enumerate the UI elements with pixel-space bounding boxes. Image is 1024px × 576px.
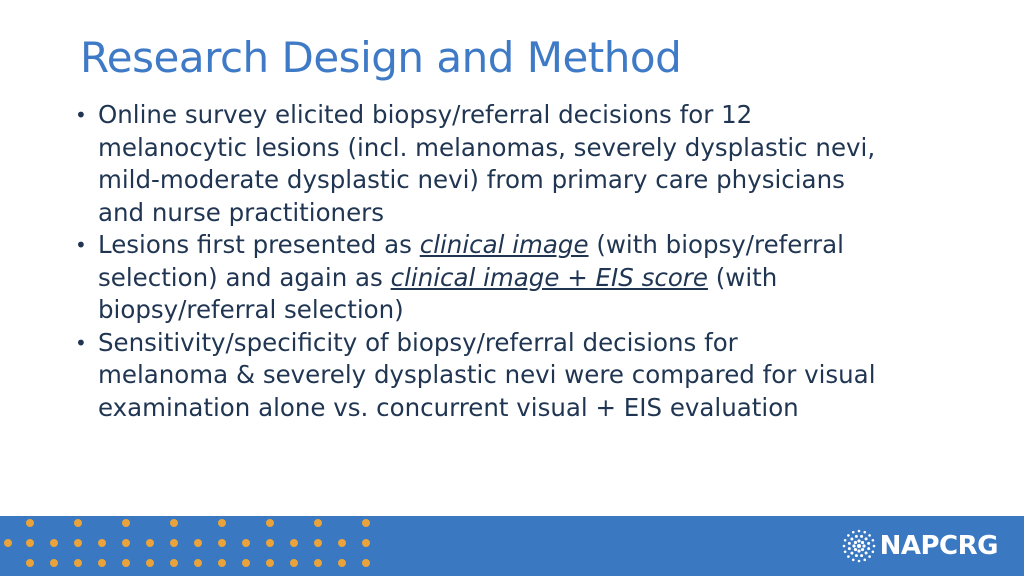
decorative-dot <box>218 559 226 567</box>
decorative-dot <box>266 519 274 527</box>
decorative-dot <box>314 559 322 567</box>
decorative-dot <box>98 559 106 567</box>
decorative-dot <box>4 539 12 547</box>
decorative-dot <box>266 559 274 567</box>
bullet-text-line <box>98 229 972 262</box>
decorative-dot <box>362 539 370 547</box>
decorative-dot <box>290 539 298 547</box>
decorative-dot <box>266 539 274 547</box>
logo-text: NAPCRG <box>879 531 998 561</box>
decorative-dot <box>50 539 58 547</box>
text-run: (with <box>707 262 778 292</box>
bullet-text-line <box>98 262 972 295</box>
decorative-dot <box>170 539 178 547</box>
decorative-dot <box>338 559 346 567</box>
bullet-text-line: examination alone vs. concurrent visual + EIS evaluation <box>98 392 799 422</box>
bullet-list <box>72 99 972 424</box>
bullet-marker: • <box>75 103 87 127</box>
slide-title: Research Design and Method <box>80 33 682 82</box>
bullet-text-line: Sensitivity/specificity of biopsy/referral decisions for <box>98 327 738 357</box>
decorative-dot <box>362 559 370 567</box>
napcrg-logo <box>842 529 998 563</box>
decorative-dot <box>26 539 34 547</box>
text-run: Lesions first presented as <box>98 230 420 259</box>
decorative-dot <box>242 559 250 567</box>
decorative-dot <box>170 519 178 527</box>
text-run: (with biopsy/referral <box>588 230 844 259</box>
starburst-dots-icon <box>842 529 876 563</box>
decorative-dot <box>122 519 130 527</box>
decorative-dot <box>74 519 82 527</box>
bullet-text-line: Online survey elicited biopsy/referral decisions for 12 <box>98 100 753 129</box>
decorative-dot <box>50 559 58 567</box>
bullet-text-line: mild-moderate dysplastic nevi) from primary care physicians <box>98 165 845 194</box>
decorative-dot <box>290 559 298 567</box>
bullet-item-sensitivity <box>72 327 972 425</box>
term-clinical-image-eis-score: clinical image + EIS score <box>390 262 708 292</box>
decorative-dot <box>242 539 250 547</box>
decorative-dot <box>146 559 154 567</box>
decorative-dot <box>122 559 130 567</box>
text-run: selection) and again as <box>98 262 391 292</box>
decorative-dot <box>194 559 202 567</box>
decorative-dot <box>26 559 34 567</box>
decorative-dot <box>74 559 82 567</box>
bullet-text-line: melanoma & severely dysplastic nevi were compared for visual <box>98 360 876 389</box>
decorative-dot <box>98 539 106 547</box>
bullet-text-line: biopsy/referral selection) <box>98 295 404 324</box>
decorative-dot <box>362 519 370 527</box>
decorative-dot <box>26 519 34 527</box>
decorative-dot <box>194 539 202 547</box>
decorative-dot <box>218 539 226 547</box>
decorative-dot <box>146 539 154 547</box>
decorative-dot <box>74 539 82 547</box>
decorative-dot <box>122 539 130 547</box>
decorative-dot <box>314 539 322 547</box>
bullet-marker: • <box>75 233 87 257</box>
term-clinical-image: clinical image <box>419 230 589 259</box>
decorative-dot <box>338 539 346 547</box>
decorative-dot <box>314 519 322 527</box>
bullet-text-line: melanocytic lesions (incl. melanomas, severely dysplastic nevi, <box>98 132 876 162</box>
bullet-item-survey <box>72 99 972 229</box>
bullet-item-lesions <box>72 229 972 327</box>
bullet-text-line: and nurse practitioners <box>98 197 384 227</box>
decorative-dot <box>218 519 226 527</box>
decorative-dot <box>170 559 178 567</box>
bullet-marker: • <box>75 330 87 355</box>
